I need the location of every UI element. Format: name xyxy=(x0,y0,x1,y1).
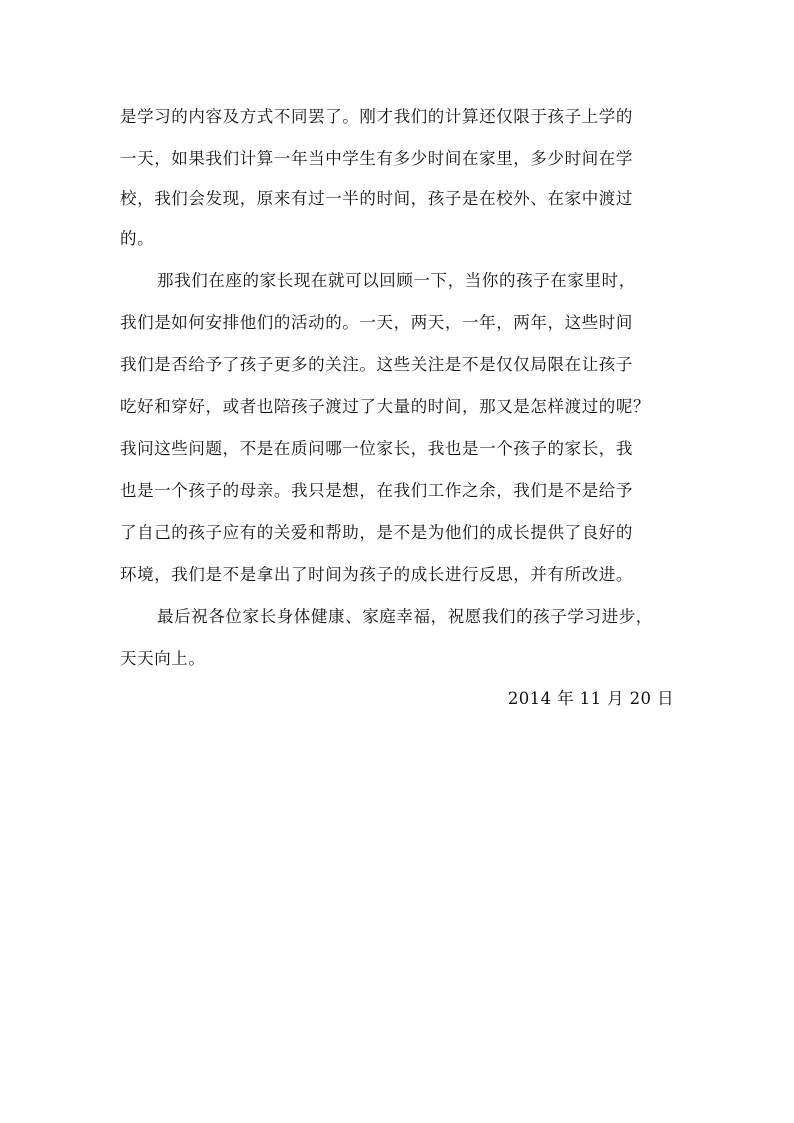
paragraph-1-line-4: 的。 xyxy=(120,229,155,248)
paragraph-2-line-6: 也是一个孩子的母亲。我只是想，在我们工作之余，我们是不是给予 xyxy=(120,481,633,500)
paragraph-2-line-4: 吃好和穿好，或者也陪孩子渡过了大量的时间，那又是怎样渡过的呢？ xyxy=(120,397,651,416)
paragraph-1-line-2: 一天，如果我们计算一年当中学生有多少时间在家里，多少时间在学 xyxy=(120,149,633,168)
paragraph-2-line-5: 我问这些问题，不是在质问哪一位家长，我也是一个孩子的家长，我 xyxy=(120,439,633,458)
paragraph-2-line-3: 我们是否给予了孩子更多的关注。这些关注是不是仅仅局限在让孩子 xyxy=(120,355,633,374)
document-date: 2014 年 11 月 20 日 xyxy=(507,689,674,708)
paragraph-2-line-8: 环境，我们是不是拿出了时间为孩子的成长进行反思，并有所改进。 xyxy=(120,565,633,584)
paragraph-1-line-1: 是学习的内容及方式不同罢了。刚才我们的计算还仅限于孩子上学的 xyxy=(120,107,633,126)
paragraph-1-line-3: 校，我们会发现，原来有过一半的时间，孩子是在校外、在家中渡过 xyxy=(120,189,633,208)
paragraph-2-line-1: 那我们在座的家长现在就可以回顾一下，当你的孩子在家里时， xyxy=(157,271,636,290)
paragraph-3-line-1: 最后祝各位家长身体健康、家庭幸福，祝愿我们的孩子学习进步， xyxy=(157,607,653,626)
paragraph-2-line-2: 我们是如何安排他们的活动的。一天，两天，一年，两年，这些时间 xyxy=(120,313,633,332)
paragraph-3-line-2: 天天向上。 xyxy=(120,649,206,668)
paragraph-2-line-7: 了自己的孩子应有的关爱和帮助，是不是为他们的成长提供了良好的 xyxy=(120,523,633,542)
